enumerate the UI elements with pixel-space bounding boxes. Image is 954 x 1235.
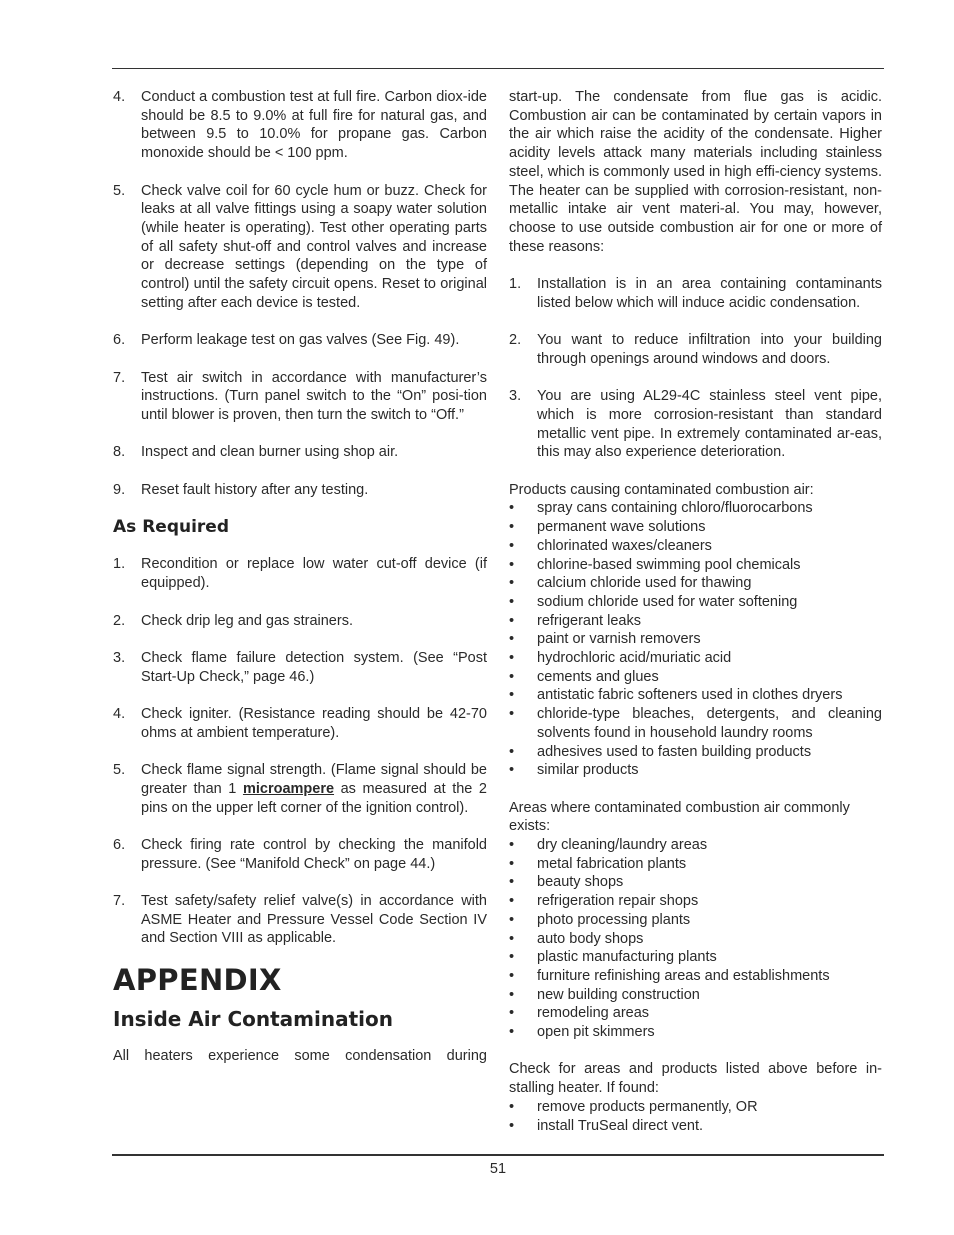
- microampere-link[interactable]: microampere: [242, 780, 335, 797]
- item-number: 7.: [113, 369, 126, 386]
- maintenance-list: [113, 88, 487, 499]
- bullet-mark: •: [509, 743, 515, 760]
- bullet-item: [509, 836, 882, 855]
- bullet-item: [509, 574, 882, 593]
- bullet-text: metal fabrication plants: [537, 855, 687, 872]
- list-item: [113, 481, 487, 500]
- bullet-item: [509, 537, 882, 556]
- item-text: Conduct a combustion test at full fire. Carbon diox-ide should be 8.5 to 9.0% at full fire for natural gas, and between 9.5 to 10.0% for propane gas. Carbon monoxide should be < 100 ppm.: [141, 89, 487, 162]
- bullet-mark: •: [509, 967, 515, 984]
- bullet-mark: •: [509, 593, 515, 610]
- list-item: [113, 555, 487, 592]
- bullet-mark: •: [509, 874, 515, 891]
- item-text: Check flame failure detection system. (See “Post Start-Up Check,” page 46.): [141, 649, 487, 685]
- item-number: 3.: [113, 649, 126, 666]
- item-text-post: as measured at the 2 pins on the upper left corner of the ignition control).: [141, 780, 487, 816]
- bullet-text: auto body shops: [537, 930, 644, 947]
- item-number: 4.: [113, 89, 126, 105]
- bullet-text: hydrochloric acid/muriatic acid: [537, 650, 732, 667]
- item-text: Perform leakage test on gas valves (See Fig. 49).: [141, 332, 460, 349]
- item-number: 6.: [113, 836, 126, 853]
- bullet-text: plastic manufacturing plants: [537, 949, 717, 966]
- areas-heading: Areas where contaminated combustion air commonly exists:: [509, 799, 850, 835]
- list-item: [113, 705, 487, 742]
- bullet-mark: •: [509, 837, 515, 854]
- item-text: Inspect and clean burner using shop air.: [141, 444, 399, 461]
- bullet-text: sodium chloride used for water softening: [537, 593, 798, 610]
- right-column: [509, 88, 882, 1135]
- bullet-item: [509, 1117, 882, 1136]
- bullet-text: chlorine-based swimming pool chemicals: [537, 556, 801, 573]
- bullet-mark: •: [509, 537, 515, 554]
- bullet-mark: •: [509, 1098, 515, 1115]
- item-text: Check firing rate control by checking the manifold pressure. (See “Manifold Check” on page 44.): [141, 836, 487, 872]
- bullet-item: [509, 892, 882, 911]
- products-list: [509, 499, 882, 780]
- bottom-rule: [112, 1154, 884, 1156]
- bullet-item: [509, 967, 882, 986]
- item-text: Reset fault history after any testing.: [141, 481, 369, 498]
- item-text: Installation is in an area containing contaminants listed below which will induce acidic condensation.: [537, 276, 882, 311]
- bullet-text: new building construction: [537, 986, 700, 1003]
- bullet-item: [509, 911, 882, 930]
- as-required-heading: As Required: [113, 517, 229, 538]
- bullet-text: refrigerant leaks: [537, 612, 641, 629]
- appendix-heading: APPENDIX: [113, 962, 282, 997]
- item-text: Check igniter. (Resistance reading should be 42-70 ohms at ambient temperature).: [141, 706, 487, 741]
- bullet-item: [509, 649, 882, 668]
- bullet-mark: •: [509, 1005, 515, 1022]
- bullet-item: [509, 518, 882, 537]
- bullet-text: furniture refinishing areas and establishments: [537, 967, 830, 984]
- bullet-mark: •: [509, 668, 515, 685]
- products-heading: Products causing contaminated combustion air:: [509, 481, 814, 498]
- page-number: 51: [489, 1161, 507, 1177]
- item-text: You want to reduce infiltration into your building through openings around windows and doors.: [537, 332, 882, 367]
- bullet-item: [509, 986, 882, 1005]
- bullet-item: [509, 930, 882, 949]
- item-number: 3.: [509, 388, 522, 405]
- bullet-item: [509, 668, 882, 687]
- list-item: [113, 369, 487, 425]
- item-text: Check valve coil for 60 cycle hum or buzz. Check for leaks at all valve fittings using a soapy water solution (while heater is operating). Test other operating parts of all safety shut-off and control valves and increase or decrease settings (depending on the type of control) until the safety circuit opens. Reset to original setting after each device is tested.: [141, 182, 487, 311]
- as-required-list: [113, 555, 487, 948]
- bullet-mark: •: [509, 949, 515, 966]
- bullet-text: calcium chloride used for thawing: [537, 575, 752, 592]
- bullet-text: photo processing plants: [537, 911, 691, 928]
- bullet-item: [509, 948, 882, 967]
- check-text: Check for areas and products listed above before in-stalling heater. If found:: [509, 1061, 882, 1097]
- bullet-text: similar products: [537, 762, 639, 779]
- item-number: 8.: [113, 444, 126, 461]
- list-item: [509, 331, 882, 368]
- bullet-item: [509, 686, 882, 705]
- bullet-mark: •: [509, 1117, 515, 1134]
- reasons-list: [509, 275, 882, 462]
- item-text: [141, 761, 487, 817]
- bullet-item: [509, 593, 882, 612]
- item-number: 2.: [509, 332, 522, 349]
- bullet-item: [509, 761, 882, 780]
- item-text: Test air switch in accordance with manufacturer’s instructions. (Turn panel switch to the “On” posi-tion until blower is proven, then turn the switch to “Off.”: [141, 369, 487, 423]
- item-number: 7.: [113, 893, 126, 910]
- bullet-item: [509, 855, 882, 874]
- bullet-text: remove products permanently, OR: [537, 1098, 758, 1115]
- bullet-text: dry cleaning/laundry areas: [537, 837, 708, 854]
- bullet-mark: •: [509, 519, 515, 536]
- bullet-text: adhesives used to fasten building products: [537, 743, 812, 760]
- bullet-mark: •: [509, 556, 515, 573]
- bullet-item: [509, 873, 882, 892]
- top-rule: [112, 68, 884, 69]
- list-item: [113, 331, 487, 350]
- inside-air-heading: Inside Air Contamination: [113, 1006, 393, 1031]
- bullet-mark: •: [509, 500, 515, 517]
- bullet-mark: •: [509, 1024, 515, 1041]
- left-column: [113, 88, 487, 1066]
- bullet-text: paint or varnish removers: [537, 631, 701, 648]
- item-text-pre: Check flame signal strength. (Flame signal should be greater than 1: [141, 762, 487, 797]
- item-text: You are using AL29-4C stainless steel vent pipe, which is more corrosion-resistant than standard metallic vent pipe. In extremely contaminated ar-eas, this may also experience deterioration.: [537, 388, 882, 461]
- item-number: 1.: [509, 276, 522, 293]
- bullet-mark: •: [509, 893, 515, 910]
- bullet-text: install TruSeal direct vent.: [537, 1117, 704, 1134]
- list-item: [113, 649, 487, 686]
- bullet-mark: •: [509, 930, 515, 947]
- bullet-item: [509, 743, 882, 762]
- item-number: 9.: [113, 481, 126, 498]
- bullet-mark: •: [509, 650, 515, 667]
- list-item: [113, 88, 487, 163]
- bullet-item: [509, 1098, 882, 1117]
- bullet-mark: •: [509, 706, 515, 723]
- bullet-text: cements and glues: [537, 668, 659, 685]
- item-number: 1.: [113, 556, 126, 573]
- list-item: [113, 182, 487, 313]
- list-item: [509, 275, 882, 312]
- bullet-mark: •: [509, 612, 515, 629]
- bullet-item: [509, 499, 882, 518]
- bullet-text: permanent wave solutions: [537, 519, 706, 536]
- item-number: 2.: [113, 612, 126, 629]
- bullet-item: [509, 1023, 882, 1042]
- list-item: [113, 761, 487, 817]
- bullet-item: [509, 556, 882, 575]
- list-item: [113, 612, 487, 631]
- bullet-text: chlorinated waxes/cleaners: [537, 537, 712, 554]
- bullet-item: [509, 612, 882, 631]
- item-number: 6.: [113, 332, 126, 349]
- item-number: 5.: [113, 762, 126, 779]
- list-item: [113, 836, 487, 873]
- bullet-text: refrigeration repair shops: [537, 893, 699, 910]
- item-text: Test safety/safety relief valve(s) in accordance with ASME Heater and Pressure Vessel Code Section IV and Section VIII as applicable.: [141, 893, 487, 947]
- list-item: [509, 387, 882, 462]
- bullet-mark: •: [509, 687, 515, 704]
- bullet-mark: •: [509, 911, 515, 928]
- bullet-mark: •: [509, 631, 515, 648]
- list-item: [113, 892, 487, 948]
- bullet-mark: •: [509, 575, 515, 592]
- bullet-text: antistatic fabric softeners used in clothes dryers: [537, 687, 843, 704]
- item-text: Recondition or replace low water cut-off device (if equipped).: [141, 556, 487, 592]
- bullet-item: [509, 705, 882, 742]
- item-number: 4.: [113, 706, 126, 723]
- bullet-text: chloride-type bleaches, detergents, and cleaning solvents found in household laundry rooms: [537, 706, 882, 741]
- item-text: Check drip leg and gas strainers.: [141, 612, 353, 629]
- intro-paragraph-cont: start-up. The condensate from flue gas is acidic. Combustion air can be contaminated by certain vapors in the air which raise the acidity of the condensate. Higher acidity levels attack many materials including stainless steel, which is commonly used in high effi-ciency systems. The heater can be supplied with corrosion-resistant, non-metallic intake air vent materi-al. You may, however, choose to use outside combustion air for one or more of these reasons:: [509, 89, 882, 255]
- bullet-text: spray cans containing chloro/fluorocarbons: [537, 500, 813, 517]
- bullet-text: beauty shops: [537, 874, 624, 891]
- bullet-mark: •: [509, 855, 515, 872]
- bullet-text: remodeling areas: [537, 1005, 650, 1022]
- item-number: 5.: [113, 182, 126, 199]
- bullet-text: open pit skimmers: [537, 1024, 655, 1041]
- bullet-item: [509, 1004, 882, 1023]
- intro-paragraph-start: All heaters experience some condensation during: [113, 1048, 487, 1065]
- bullet-mark: •: [509, 762, 515, 779]
- list-item: [113, 443, 487, 462]
- check-list: [509, 1098, 882, 1135]
- areas-list: [509, 836, 882, 1042]
- bullet-item: [509, 630, 882, 649]
- bullet-mark: •: [509, 986, 515, 1003]
